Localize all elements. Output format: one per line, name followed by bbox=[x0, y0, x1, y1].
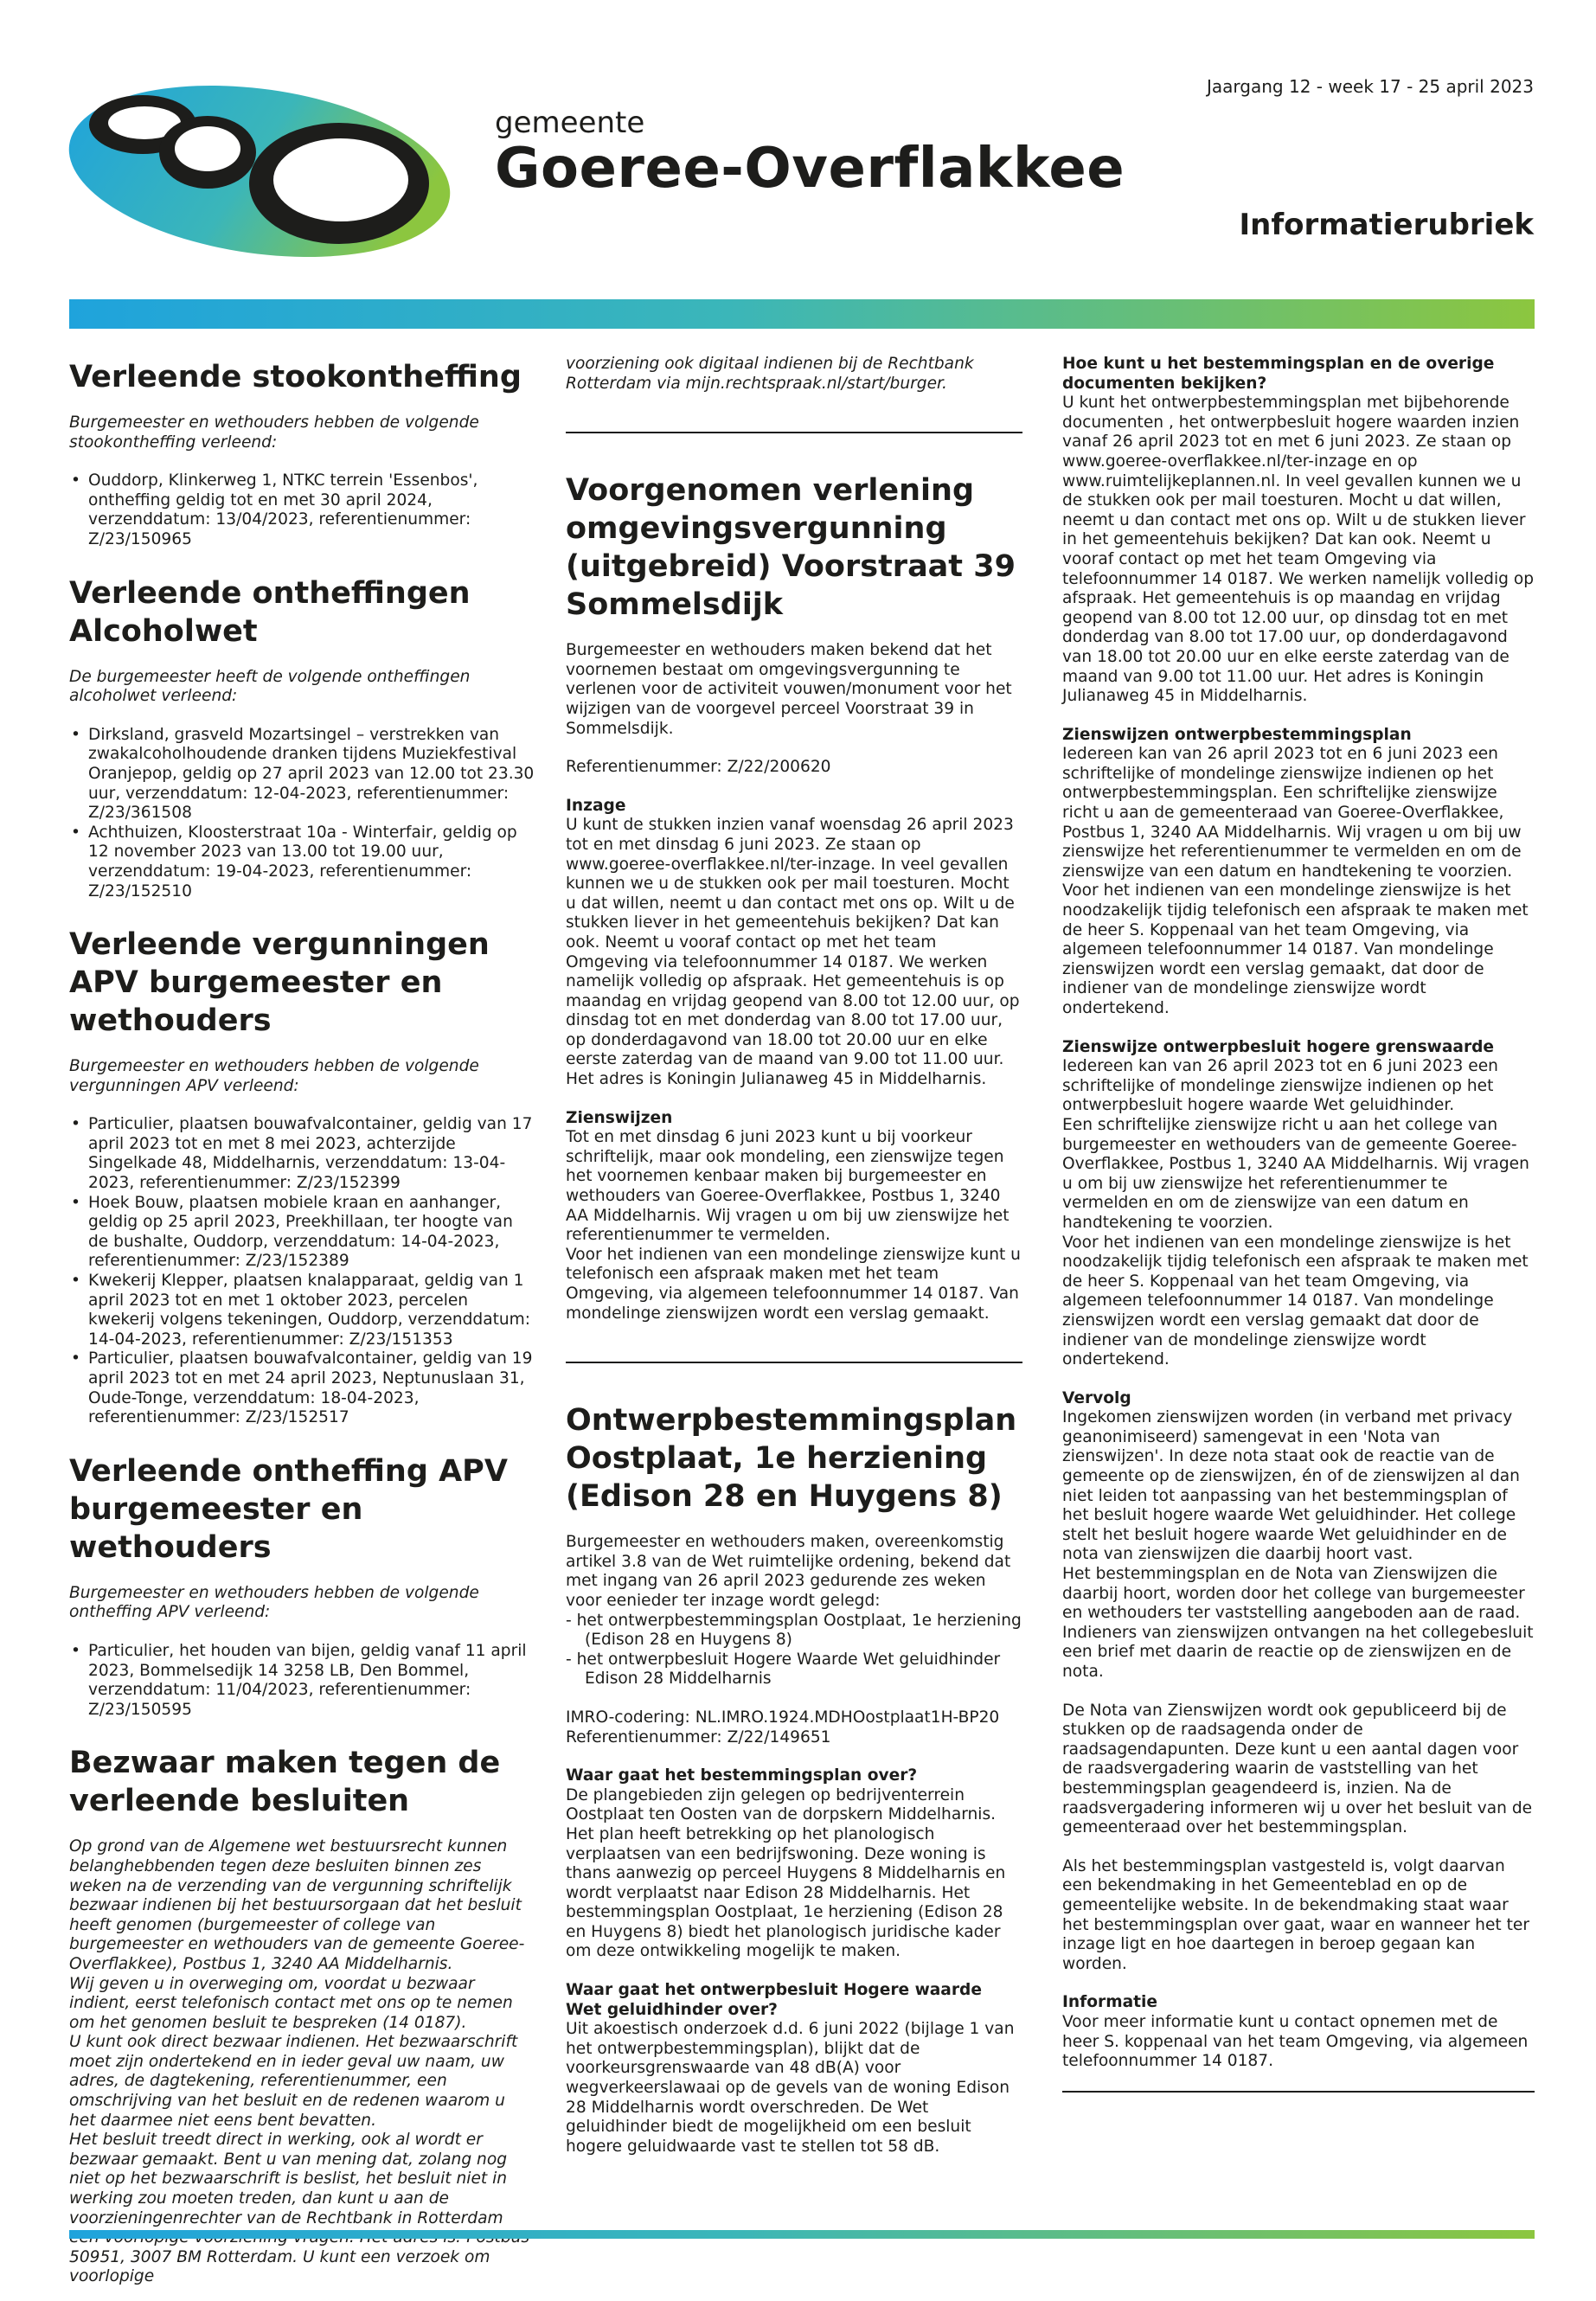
heading-stookontheffing: Verleende stookontheffing bbox=[69, 360, 522, 394]
column-3 bbox=[1062, 355, 1535, 2131]
paragraph: De Nota van Zienswijzen wordt ook gepubliceerd bij de stukken op de raadsagenda onder de raadsagendapunten. Deze kunt u een aantal dagen voor de raadsvergadering waarin de vaststelling van het bestemmingsplan geagendeerd is, inzien. Na de raadsvergadering informeren wij u over het besluit van de gemeenteraad over het bestemmingsplan. bbox=[1062, 1701, 1533, 1837]
paragraph: Iedereen kan van 26 april 2023 tot en 6 juni 2023 een schriftelijke of mondelinge zienswijze indienen op het ontwerpbestemmingsplan. Een schriftelijke zienswijze richt u aan de gemeenteraad van Goeree-Overflakkee, Postbus 1, 3240 AA Middelharnis. Wij vragen u om bij uw zienswijze het referentienummer te vermelden en om de zienswijze van een datum en handtekening te voorzien. bbox=[1062, 745, 1522, 881]
permit-list bbox=[69, 471, 536, 549]
subheading-inzage: Inzage bbox=[566, 796, 626, 815]
permit-list bbox=[69, 1115, 536, 1428]
column-2 bbox=[566, 355, 1022, 2176]
list-item: • Particulier, het houden van bijen, geldig vanaf 11 april 2023, Bommelsedijk 14 3258 LB, Den Bommel, verzenddatum: 11/04/2023, referentienummer: Z/23/150595 bbox=[88, 1642, 536, 1720]
subheading: Informatie bbox=[1062, 1993, 1157, 2012]
paragraph: De plangebieden zijn gelegen op bedrijventerrein Oostplaat ten Oosten van de dorpskern Middelharnis. Het plan heeft betrekking op het planologisch verplaatsen van een bedrijfswoning. Deze woning is thans aanwezig op perceel Huygens 8 Middelharnis en wordt verplaatst naar Edison 28 Middelharnis. Het bestemmingsplan Oostplaat, 1e herziening (Edison 28 en Huygens 8) biedt het planologisch juridische kader om deze ontwikkeling mogelijk te maken. bbox=[566, 1785, 1006, 1961]
paragraph: Voor het indienen van een mondelinge zienswijze is het noodzakelijk tijdig telefonisch een afspraak te maken met de heer S. Koppenaal van het team Omgeving, via algemeen telefoonnummer 14 0187. Van mondelinge zienswijzen wordt een verslag gemaakt dat door de indiener van de mondelinge zienswijze wordt ondertekend. bbox=[1062, 1233, 1529, 1369]
paragraph: Uit akoestisch onderzoek d.d. 6 juni 2022 (bijlage 1 van het ontwerpbestemmingsplan), blijkt dat de voorkeursgrenswaarde van 48 dB(A) voor wegverkeerslawaai op de gevels van de woning Edison 28 Middelharnis wordt overschreden. De Wet geluidhinder biedt de mogelijkheid om een besluit hogere geluidwaarde vast te stellen tot 58 dB. bbox=[566, 2020, 1015, 2156]
list-item: • Kwekerij Klepper, plaatsen knalapparaat, geldig van 1 april 2023 tot en met 1 oktober 2023, percelen kwekerij volgens tekeningen, Ouddorp, verzenddatum: 14-04-2023, referentienummer: Z/23/151353 bbox=[88, 1272, 536, 1349]
intro-text: Burgemeester en wethouders hebben de volgende vergunningen APV verleend: bbox=[69, 1057, 479, 1095]
paragraph: U kunt het ontwerpbestemmingsplan met bijbehorende documenten , het ontwerpbesluit hogere waarden inzien vanaf 26 april 2023 tot en met 6 juni 2023. Ze staan op www.goeree-overflakkee.nl/ter-inzage en op www.ruimtelijkeplannen.nl. In veel gevallen kunnen we u de stukken ook per mail toesturen. Mocht u dat willen, neemt u dan contact met ons op. Wilt u de stukken liever in het gemeentehuis bekijken? Dat kan ook. Neemt u vooraf contact op met het team Omgeving via telefoonnummer 14 0187. We werken namelijk volledig op afspraak. Het gemeentehuis is op maandag en vrijdag geopend van 8.00 tot 12.00 uur, op dinsdag tot en met donderdag van 8.00 tot 17.00 uur, op donderdagavond van 18.00 tot 20.00 uur en elke eerste zaterdag van de maand van 9.00 tot 11.00 uur. Het adres is Koningin Julianaweg 45 in Middelharnis. bbox=[1062, 394, 1535, 706]
paragraph: Het bestemmingsplan en de Nota van Zienswijzen die daarbij hoort, worden door het college van burgemeester en wethouders ter vaststelling aangeboden aan de raad. Indieners van zienswijzen ontvangen na het collegebesluit een brief met daarin de reactie op de zienswijzen en de nota. bbox=[1062, 1565, 1534, 1681]
section-label: Informatierubriek bbox=[1239, 208, 1534, 242]
section-divider bbox=[566, 1362, 1022, 1363]
paragraph: Voor meer informatie kunt u contact opnemen met de heer S. koppenaal van het team Omgeving, via algemeen telefoonnummer 14 0187. bbox=[1062, 2012, 1529, 2071]
heading-ontwerpbestemmingsplan: Ontwerpbestemmingsplan Oostplaat, 1e herziening (Edison 28 en Huygens 8) bbox=[566, 1403, 1017, 1515]
paragraph: Ingekomen zienswijzen worden (in verband met privacy geanonimiseerd) samengevat in een 'Nota van zienswijzen'. In deze nota staat ook de reactie van de gemeente op de zienswijzen, én of de zienswijzen al dan niet leiden tot aanpassing van het bestemmingsplan of het besluit hogere waarde Wet geluidhinder. Het college stelt het besluit hogere waarde Wet geluidhinder en de nota van zienswijzen die daarbij hoort vast. bbox=[1062, 1408, 1520, 1564]
list-item: • Ouddorp, Klinkerweg 1, NTKC terrein 'Essenbos', ontheffing geldig tot en met 30 april 2024, verzenddatum: 13/04/2023, referentienummer: Z/23/150965 bbox=[88, 471, 536, 549]
paragraph: Wij geven u in overweging om, voordat u bezwaar indient, eerst telefonisch contact met ons op te nemen om het genomen besluit te bespreken (14 0187). bbox=[69, 1974, 513, 2032]
subheading-zienswijzen: Zienswijzen bbox=[566, 1108, 673, 1127]
list-item: • Particulier, plaatsen bouwafvalcontainer, geldig van 19 april 2023 tot en met 24 april 2023, Neptunuslaan 31, Oude-Tonge, verzenddatum: 18-04-2023, referentienummer: Z/23/152517 bbox=[88, 1349, 536, 1427]
imro-code: IMRO-codering: NL.IMRO.1924.MDHOostplaat1H-BP20 bbox=[566, 1708, 1000, 1727]
footer-gradient-band bbox=[69, 2230, 1535, 2239]
municipality-prefix: gemeente bbox=[495, 106, 645, 140]
section-divider bbox=[566, 432, 1022, 433]
paragraph: Een schriftelijke zienswijze richt u aan het college van burgemeester en wethouders van de gemeente Goeree-Overflakkee, Postbus 1, 3240 AA Middelharnis. Wij vragen u om bij uw zienswijze het referentienummer te vermelden en om de zienswijze van een datum en handtekening te voorzien. bbox=[1062, 1115, 1529, 1232]
header-gradient-band bbox=[69, 299, 1535, 329]
subheading: Hoe kunt u het bestemmingsplan en de overige documenten bekijken? bbox=[1062, 355, 1495, 393]
paragraph: Als het bestemmingsplan vastgesteld is, volgt daarvan een bekendmaking in het Gemeenteblad en op de gemeentelijke website. In de bekendmaking staat waar het bestemmingsplan over gaat, waar en wanneer het ter inzage ligt en hoe daartegen in beroep gegaan kan worden. bbox=[1062, 1856, 1529, 1973]
paragraph: U kunt ook direct bezwaar indienen. Het bezwaarschrift moet zijn ondertekend en in ieder geval uw naam, uw adres, de dagtekening, referentienummer, een omschrijving van het besluit en de redenen waarom u het daarmee niet eens bent bevatten. bbox=[69, 2033, 518, 2130]
list-item: • Particulier, plaatsen bouwafvalcontainer, geldig van 17 april 2023 tot en met 8 mei 2023, achterzijde Singelkade 48, Middelharnis, verzenddatum: 13-04-2023, referentienummer: Z/23/152399 bbox=[88, 1115, 536, 1193]
heading-bezwaar: Bezwaar maken tegen de verleende besluiten bbox=[69, 1746, 501, 1819]
intro-text: De burgemeester heeft de volgende ontheffingen alcoholwet verleend: bbox=[69, 667, 471, 706]
reference-number: Referentienummer: Z/22/200620 bbox=[566, 758, 831, 777]
paragraph: Op grond van de Algemene wet bestuursrecht kunnen belanghebbenden tegen deze besluiten binnen zes weken na de verzending van de vergunning schriftelijk bezwaar indienen bij het bestuursorgaan dat het besluit heeft genomen (burgemeester of college van burgemeester en wethouders van de gemeente Goeree-Overflakkee), Postbus 1, 3240 AA Middelharnis. bbox=[69, 1837, 525, 1973]
heading-vergunningen-apv: Verleende vergunningen APV burgemeester en wethouders bbox=[69, 927, 490, 1039]
list-item: • Hoek Bouw, plaatsen mobiele kraan en aanhanger, geldig op 25 april 2023, Preekhillaan, ter hoogte van de bushalte, Ouddorp, verzenddatum: 14-04-2023, referentienummer: Z/23/152389 bbox=[88, 1194, 536, 1272]
list-item: - het ontwerpbesluit Hogere Waarde Wet geluidhinder Edison 28 Middelharnis bbox=[566, 1650, 1001, 1689]
list-item: • Achthuizen, Kloosterstraat 10a - Winterfair, geldig op 12 november 2023 van 13.00 tot 19.00 uur, verzenddatum: 19-04-2023, referentienummer: Z/23/152510 bbox=[88, 824, 536, 901]
permit-list bbox=[69, 1642, 536, 1720]
paragraph: Iedereen kan van 26 april 2023 tot en 6 juni 2023 een schriftelijke of mondelinge zienswijze indienen op het ontwerpbesluit hogere waarde Wet geluidhinder. bbox=[1062, 1057, 1498, 1115]
paragraph: Voor het indienen van een mondelinge zienswijze kunt u telefonisch een afspraak maken met het team Omgeving, via algemeen telefoonnummer 14 0187. Van mondelinge zienswijzen wordt een verslag gemaakt. bbox=[566, 1245, 1021, 1323]
municipality-name: Goeree-Overflakkee bbox=[495, 137, 1125, 201]
list-item: • Dirksland, grasveld Mozartsingel – verstrekken van zwakalcoholhoudende dranken tijdens Muziekfestival Oranjepop, geldig op 27 april 2023 van 12.00 tot 23.30 uur, verzenddatum: 12-04-2023, referentienummer: Z/23/361508 bbox=[88, 726, 536, 824]
permit-list bbox=[69, 726, 536, 901]
heading-ontheffing-apv: Verleende ontheffing APV burgemeester en wethouders bbox=[69, 1453, 508, 1565]
subheading: Waar gaat het ontwerpbesluit Hogere waarde Wet geluidhinder over? bbox=[566, 1981, 982, 2019]
issue-info: Jaargang 12 - week 17 - 25 april 2023 bbox=[1207, 76, 1534, 97]
reference-number: Referentienummer: Z/22/149651 bbox=[566, 1727, 831, 1747]
subheading: Waar gaat het bestemmingsplan over? bbox=[566, 1766, 918, 1785]
subheading: Zienswijze ontwerpbesluit hogere grenswaarde bbox=[1062, 1037, 1495, 1056]
paragraph: Tot en met dinsdag 6 juni 2023 kunt u bij voorkeur schriftelijk, maar ook mondeling, een zienswijze tegen het voornemen kenbaar maken bij burgemeester en wethouders van Goeree-Overflakkee, Postbus 1, 3240 AA Middelharnis. Wij vragen u om bij uw zienswijze het referentienummer te vermelden. bbox=[566, 1128, 1010, 1245]
paragraph: Burgemeester en wethouders maken, overeenkomstig artikel 3.8 van de Wet ruimtelijke ordening, bekend dat met ingang van 26 april 2023 gedurende zes weken voor eenieder ter inzage wordt gelegd: bbox=[566, 1533, 1011, 1610]
heading-alcoholwet: Verleende ontheffingen Alcoholwet bbox=[69, 575, 471, 649]
paragraph: Het besluit treedt direct in werking, ook al wordt er bezwaar gemaakt. Bent u van mening dat, zolang nog niet op het bezwaarschrift is beslist, het besluit niet in werking zou moeten treden, dan kunt u aan de voorzieningenrechter van de Rechtbank in Rotterdam 50951, 3007 BM Rotterdam. U kunt een verzoek om voorlopige bbox=[69, 2131, 508, 2286]
municipality-logo bbox=[61, 74, 458, 265]
bezwaar-text bbox=[69, 1837, 536, 2287]
section-divider bbox=[1062, 2091, 1535, 2093]
list-item: - het ontwerpbestemmingsplan Oostplaat, 1e herziening (Edison 28 en Huygens 8) bbox=[566, 1611, 1022, 1650]
intro-text: Burgemeester en wethouders hebben de volgende stookontheffing verleend: bbox=[69, 413, 479, 452]
intro-text: Burgemeester en wethouders hebben de volgende ontheffing APV verleend: bbox=[69, 1583, 479, 1622]
column-1 bbox=[69, 358, 536, 2287]
subheading: Vervolg bbox=[1062, 1388, 1131, 1407]
paragraph: Voor het indienen van een mondelinge zienswijze is het noodzakelijk tijdig telefonisch een afspraak te maken met de heer S. Koppenaal van het team Omgeving, via algemeen telefoonnummer 14 0187. Van mondelinge zienswijzen wordt een verslag gemaakt, dat door de indiener van de mondelinge zienswijze wordt ondertekend. bbox=[1062, 881, 1529, 1017]
continued-text: voorziening ook digitaal indienen bij de Rechtbank Rotterdam via mijn.rechtspraak.nl/start/burger. bbox=[566, 355, 974, 393]
subheading: Zienswijzen ontwerpbestemmingsplan bbox=[1062, 725, 1412, 744]
heading-voorgenomen-verlening: Voorgenomen verlening omgevingsvergunning (uitgebreid) Voorstraat 39 Sommelsdijk bbox=[566, 473, 1016, 623]
paragraph: U kunt de stukken inzien vanaf woensdag 26 april 2023 tot en met dinsdag 6 juni 2023. Ze staan op www.goeree-overflakkee.nl/ter-inzage. In veel gevallen kunnen we u de stukken ook per mail toesturen. Mocht u dat willen, neemt u dan contact met ons op. Wilt u de stukken liever in het gemeentehuis bekijken? Dat kan ook. Neemt u vooraf contact op met het team Omgeving via telefoonnummer 14 0187. We werken namelijk volledig op afspraak. Het gemeentehuis is op maandag en vrijdag geopend van 8.00 tot 12.00 uur, op dinsdag tot en met donderdag van 8.00 tot 17.00 uur, op donderdagavond van 18.00 tot 20.00 uur en elke eerste zaterdag van de maand van 9.00 tot 11.00 uur. Het adres is Koningin Julianaweg 45 in Middelharnis. bbox=[566, 816, 1020, 1089]
paragraph: Burgemeester en wethouders maken bekend dat het voornemen bestaat om omgevingsvergunning te verlenen voor de activiteit vouwen/monument voor het wijzigen van de voorgevel perceel Voorstraat 39 in Sommelsdijk. bbox=[566, 641, 1012, 738]
